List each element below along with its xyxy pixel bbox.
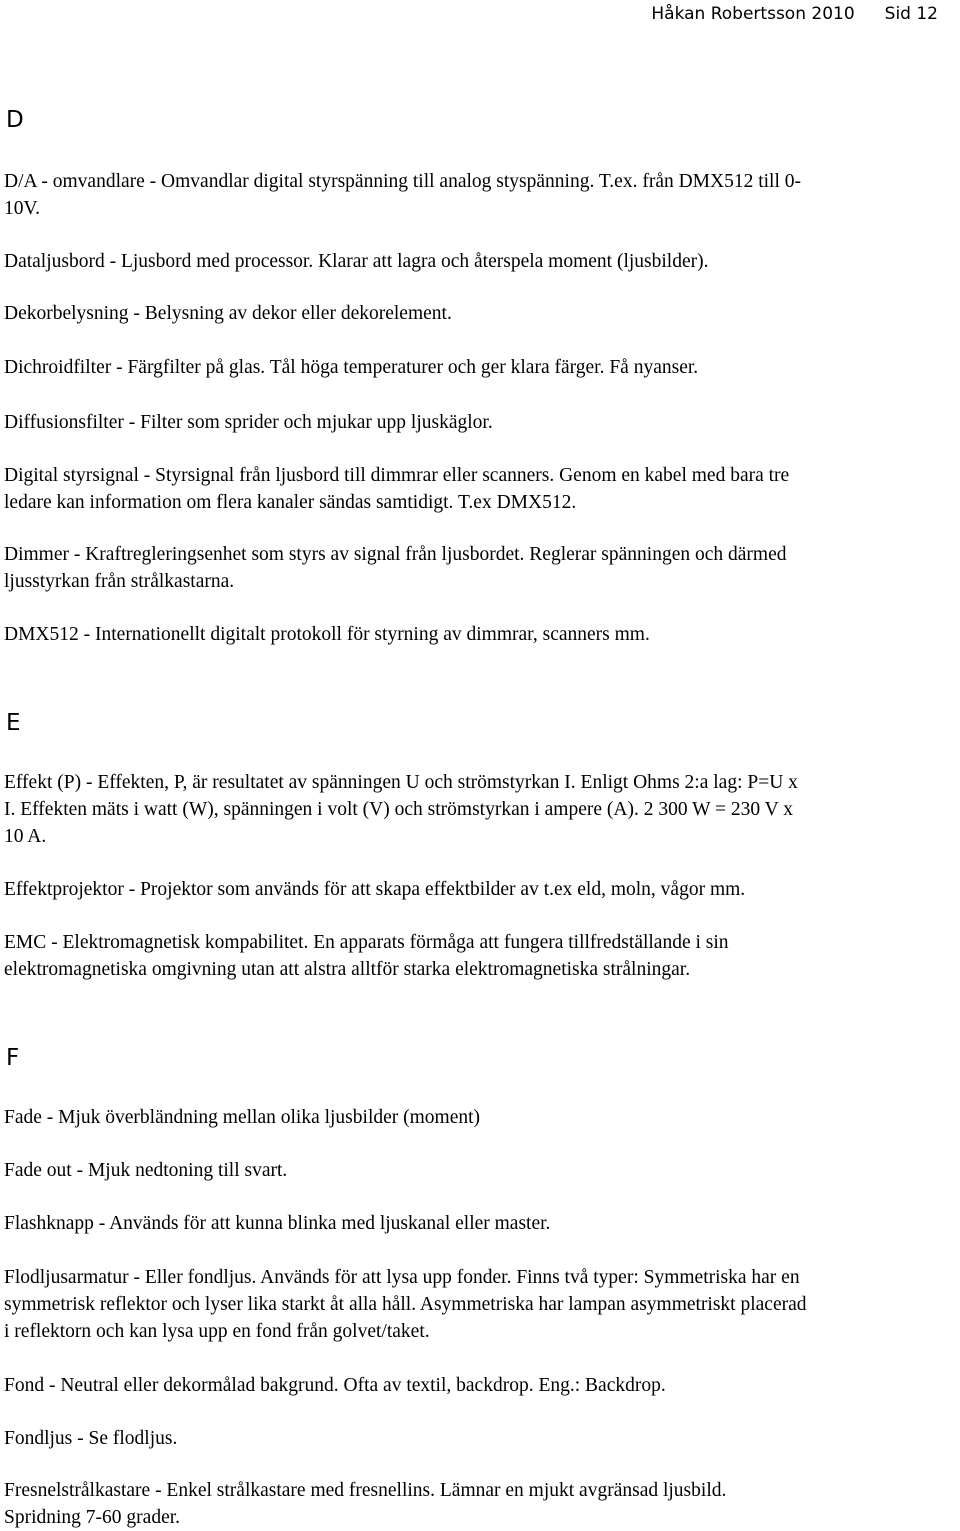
entry-fresnelstralkastare-cont: Spridning 7-60 grader. (4, 1507, 181, 1528)
entry-diffusionsfilter: Diffusionsfilter - Filter som sprider och mjukar upp ljuskäglor. (4, 412, 493, 433)
entry-dekorbelysning: Dekorbelysning - Belysning av dekor eller dekorelement. (4, 303, 452, 324)
entry-dimmer-cont: ljusstyrkan från strålkastarna. (4, 571, 235, 592)
entry-emc-cont: elektromagnetiska omgivning utan att alstra alltför starka elektromagnetiska strålningar. (4, 959, 691, 980)
entry-flodljusarmatur-cont-2: i reflektorn och kan lysa upp en fond från golvet/taket. (4, 1321, 430, 1342)
header-page-number: Sid 12 (884, 4, 938, 24)
entry-emc: EMC - Elektromagnetisk kompabilitet. En apparats förmåga att fungera tillfredställande i sin (4, 932, 729, 953)
entry-effekt-cont-1: I. Effekten mäts i watt (W), spänningen i volt (V) och strömstyrkan i ampere (A). 2 300 W = 230 V x (4, 799, 794, 820)
entry-dmx512: DMX512 - Internationellt digitalt protokoll för styrning av dimmrar, scanners mm. (4, 624, 650, 645)
entry-fond: Fond - Neutral eller dekormålad bakgrund. Ofta av textil, backdrop. Eng.: Backdrop. (4, 1375, 666, 1396)
section-letter-f: F (6, 1045, 20, 1071)
entry-da-omvandlare: D/A - omvandlare - Omvandlar digital styrspänning till analog styspänning. T.ex. från DMX512 till 0- (4, 171, 802, 192)
entry-da-omvandlare-cont: 10V. (4, 198, 40, 219)
entry-effektprojektor: Effektprojektor - Projektor som används för att skapa effektbilder av t.ex eld, moln, vågor mm. (4, 879, 746, 900)
entry-fade-out: Fade out - Mjuk nedtoning till svart. (4, 1160, 288, 1181)
entry-fondljus: Fondljus - Se flodljus. (4, 1428, 178, 1449)
entry-flodljusarmatur: Flodljusarmatur - Eller fondljus. Används för att lysa upp fonder. Finns två typer: Symmetriska har en (4, 1267, 800, 1288)
entry-effekt: Effekt (P) - Effekten, P, är resultatet av spänningen U och strömstyrkan I. Enligt Ohms 2:a lag: P=U x (4, 772, 798, 793)
entry-flodljusarmatur-cont-1: symmetrisk reflektor och lyser lika starkt åt alla håll. Asymmetriska har lampan asymmetriskt placerad (4, 1294, 807, 1315)
entry-fresnelstralkastare: Fresnelstrålkastare - Enkel strålkastare med fresnellins. Lämnar en mjukt avgränsad ljusbild. (4, 1480, 727, 1501)
entry-effekt-cont-2: 10 A. (4, 826, 47, 847)
entry-fade: Fade - Mjuk överbländning mellan olika ljusbilder (moment) (4, 1107, 481, 1128)
section-letter-e: E (6, 710, 21, 736)
header-author: Håkan Robertsson 2010 (651, 4, 855, 24)
entry-dataljusbord: Dataljusbord - Ljusbord med processor. Klarar att lagra och återspela moment (ljusbilder). (4, 251, 709, 272)
page-header (651, 0, 938, 28)
entry-dimmer: Dimmer - Kraftregleringsenhet som styrs av signal från ljusbordet. Reglerar spänningen och därmed (4, 544, 787, 565)
entry-digital-styrsignal-cont: ledare kan information om flera kanaler sändas samtidigt. T.ex DMX512. (4, 492, 577, 513)
section-letter-d: D (6, 107, 24, 133)
entry-digital-styrsignal: Digital styrsignal - Styrsignal från ljusbord till dimmrar eller scanners. Genom en kabel med bara tre (4, 465, 790, 486)
entry-dichroidfilter: Dichroidfilter - Färgfilter på glas. Tål höga temperaturer och ger klara färger. Få nyanser. (4, 357, 699, 378)
entry-flashknapp: Flashknapp - Används för att kunna blinka med ljuskanal eller master. (4, 1213, 551, 1234)
